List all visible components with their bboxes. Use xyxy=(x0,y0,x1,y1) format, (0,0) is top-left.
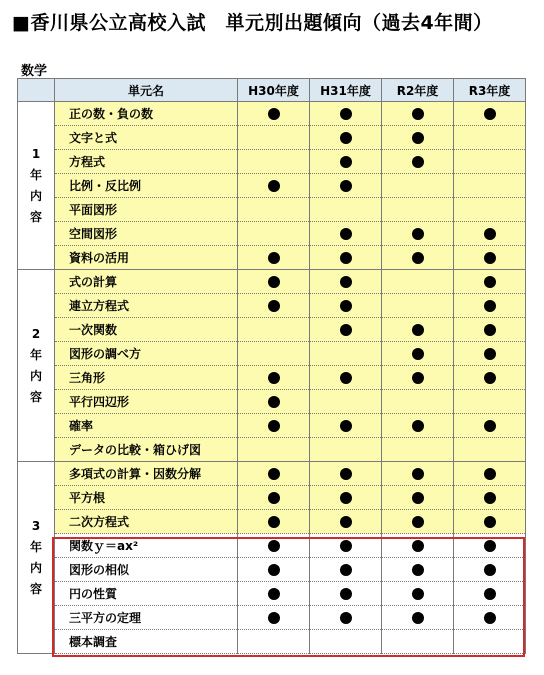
dot-icon xyxy=(268,492,280,504)
dot-icon xyxy=(340,516,352,528)
dot-icon xyxy=(340,252,352,264)
grade-label-char: 容 xyxy=(29,581,42,596)
topic-cell: 空間図形 xyxy=(55,222,238,246)
dot-icon xyxy=(268,420,280,432)
table-row xyxy=(18,630,526,654)
dot-icon xyxy=(412,468,424,480)
table-row xyxy=(18,462,526,486)
dot-icon xyxy=(268,276,280,288)
table-row xyxy=(18,582,526,606)
year-cell xyxy=(454,270,526,294)
table-row xyxy=(18,318,526,342)
year-cell xyxy=(382,150,454,174)
dot-icon xyxy=(412,324,424,336)
year-cell xyxy=(238,438,310,462)
year-cell xyxy=(238,582,310,606)
year-cell xyxy=(238,414,310,438)
dot-icon xyxy=(340,420,352,432)
dot-icon xyxy=(340,228,352,240)
grade-label-char: 内 xyxy=(29,368,42,383)
year-cell xyxy=(382,414,454,438)
year-cell xyxy=(382,174,454,198)
year-cell xyxy=(454,390,526,414)
dot-icon xyxy=(484,564,496,576)
table-row xyxy=(18,270,526,294)
topic-cell: 式の計算 xyxy=(55,270,238,294)
year-cell xyxy=(454,126,526,150)
dot-icon xyxy=(268,372,280,384)
year-cell xyxy=(238,630,310,654)
table-row xyxy=(18,510,526,534)
year-cell xyxy=(382,486,454,510)
year-cell xyxy=(310,342,382,366)
grade-label xyxy=(18,270,55,462)
year-cell xyxy=(454,582,526,606)
year-cell xyxy=(310,438,382,462)
year-cell xyxy=(310,534,382,558)
dot-icon xyxy=(412,108,424,120)
year-cell xyxy=(382,534,454,558)
year-cell xyxy=(382,390,454,414)
year-cell xyxy=(238,342,310,366)
year-cell xyxy=(310,390,382,414)
table-row xyxy=(18,102,526,126)
year-cell xyxy=(382,342,454,366)
year-cell xyxy=(310,294,382,318)
year-cell xyxy=(310,630,382,654)
year-cell xyxy=(454,606,526,630)
year-cell xyxy=(238,486,310,510)
header-unit-name: 単元名 xyxy=(55,79,238,102)
grade-label-char: 年 xyxy=(29,167,42,182)
dot-icon xyxy=(268,468,280,480)
year-cell xyxy=(238,390,310,414)
table-row xyxy=(18,342,526,366)
topic-cell: 三平方の定理 xyxy=(55,606,238,630)
dot-icon xyxy=(268,516,280,528)
header-h30: H30年度 xyxy=(238,79,310,102)
dot-icon xyxy=(484,420,496,432)
dot-icon xyxy=(268,564,280,576)
dot-icon xyxy=(412,516,424,528)
year-cell xyxy=(238,102,310,126)
year-cell xyxy=(454,294,526,318)
topic-cell: 連立方程式 xyxy=(55,294,238,318)
table-row xyxy=(18,534,526,558)
topic-cell: 正の数・負の数 xyxy=(55,102,238,126)
year-cell xyxy=(238,606,310,630)
grade-label-char: 内 xyxy=(29,560,42,575)
header-corner xyxy=(18,79,55,102)
year-cell xyxy=(238,126,310,150)
year-cell xyxy=(310,582,382,606)
table-row xyxy=(18,558,526,582)
dot-icon xyxy=(484,300,496,312)
topic-cell: 多項式の計算・因数分解 xyxy=(55,462,238,486)
dot-icon xyxy=(340,276,352,288)
year-cell xyxy=(454,438,526,462)
year-cell xyxy=(382,366,454,390)
dot-icon xyxy=(340,156,352,168)
year-cell xyxy=(454,534,526,558)
dot-icon xyxy=(340,180,352,192)
table-row xyxy=(18,222,526,246)
header-h31: H31年度 xyxy=(310,79,382,102)
year-cell xyxy=(238,462,310,486)
dot-icon xyxy=(340,540,352,552)
dot-icon xyxy=(484,492,496,504)
dot-icon xyxy=(484,252,496,264)
dot-icon xyxy=(268,588,280,600)
year-cell xyxy=(310,126,382,150)
topic-cell: 三角形 xyxy=(55,366,238,390)
dot-icon xyxy=(484,612,496,624)
year-cell xyxy=(238,366,310,390)
grade-label xyxy=(18,462,55,654)
dot-icon xyxy=(484,348,496,360)
year-cell xyxy=(310,366,382,390)
topic-cell: 資料の活用 xyxy=(55,246,238,270)
year-cell xyxy=(382,558,454,582)
year-cell xyxy=(310,102,382,126)
dot-icon xyxy=(340,324,352,336)
grade-label-char: 2 xyxy=(31,326,41,341)
year-cell xyxy=(382,270,454,294)
header-r3: R3年度 xyxy=(454,79,526,102)
table-row xyxy=(18,126,526,150)
table-row xyxy=(18,414,526,438)
year-cell xyxy=(382,606,454,630)
topic-cell: 図形の調べ方 xyxy=(55,342,238,366)
year-cell xyxy=(454,246,526,270)
year-cell xyxy=(382,462,454,486)
year-cell xyxy=(310,606,382,630)
dot-icon xyxy=(412,564,424,576)
dot-icon xyxy=(340,132,352,144)
topic-cell: 平行四辺形 xyxy=(55,390,238,414)
year-cell xyxy=(382,198,454,222)
dot-icon xyxy=(484,372,496,384)
year-cell xyxy=(238,174,310,198)
year-cell xyxy=(454,510,526,534)
table-row xyxy=(18,294,526,318)
topic-cell: 一次関数 xyxy=(55,318,238,342)
grade-label xyxy=(18,102,55,270)
year-cell xyxy=(238,318,310,342)
dot-icon xyxy=(412,372,424,384)
year-cell xyxy=(382,222,454,246)
dot-icon xyxy=(340,300,352,312)
year-cell xyxy=(310,510,382,534)
topic-cell: 文字と式 xyxy=(55,126,238,150)
topic-cell: 二次方程式 xyxy=(55,510,238,534)
table-body xyxy=(18,102,526,654)
header-row xyxy=(18,79,526,102)
grade-label-char: 3 xyxy=(31,518,41,533)
topic-cell: 方程式 xyxy=(55,150,238,174)
table-row xyxy=(18,438,526,462)
topic-cell: 円の性質 xyxy=(55,582,238,606)
dot-icon xyxy=(484,588,496,600)
dot-icon xyxy=(412,588,424,600)
dot-icon xyxy=(484,468,496,480)
year-cell xyxy=(382,438,454,462)
table-row xyxy=(18,198,526,222)
year-cell xyxy=(238,150,310,174)
year-cell xyxy=(238,270,310,294)
page-title: ■香川県公立高校入試 単元別出題傾向（過去4年間） xyxy=(12,12,493,34)
year-cell xyxy=(238,246,310,270)
subject-label: 数学 xyxy=(21,64,48,79)
dot-icon xyxy=(484,540,496,552)
grade-label-char: 容 xyxy=(29,209,42,224)
dot-icon xyxy=(412,492,424,504)
year-cell xyxy=(310,150,382,174)
dot-icon xyxy=(340,108,352,120)
year-cell xyxy=(454,486,526,510)
dot-icon xyxy=(484,324,496,336)
year-cell xyxy=(454,102,526,126)
dot-icon xyxy=(412,540,424,552)
year-cell xyxy=(382,630,454,654)
year-cell xyxy=(382,510,454,534)
dot-icon xyxy=(484,108,496,120)
grade-label-char: 内 xyxy=(29,188,42,203)
grade-label-char: 1 xyxy=(31,146,41,161)
dot-icon xyxy=(412,252,424,264)
dot-icon xyxy=(268,612,280,624)
year-cell xyxy=(310,174,382,198)
year-cell xyxy=(454,558,526,582)
dot-icon xyxy=(268,540,280,552)
dot-icon xyxy=(340,588,352,600)
topic-cell: 図形の相似 xyxy=(55,558,238,582)
year-cell xyxy=(238,294,310,318)
table-row xyxy=(18,246,526,270)
year-cell xyxy=(454,150,526,174)
year-cell xyxy=(454,462,526,486)
year-cell xyxy=(238,558,310,582)
year-cell xyxy=(238,198,310,222)
table-row xyxy=(18,606,526,630)
year-cell xyxy=(382,246,454,270)
year-cell xyxy=(310,318,382,342)
year-cell xyxy=(382,318,454,342)
dot-icon xyxy=(340,612,352,624)
dot-icon xyxy=(340,492,352,504)
topic-cell: 確率 xyxy=(55,414,238,438)
dot-icon xyxy=(412,348,424,360)
grade-label-char: 容 xyxy=(29,389,42,404)
table-row xyxy=(18,486,526,510)
trend-table-wrapper xyxy=(17,78,525,654)
year-cell xyxy=(454,198,526,222)
year-cell xyxy=(310,414,382,438)
year-cell xyxy=(382,102,454,126)
grade-label-char: 年 xyxy=(29,347,42,362)
year-cell xyxy=(310,486,382,510)
grade-label-char: 年 xyxy=(29,539,42,554)
topic-cell: データの比較・箱ひげ図 xyxy=(55,438,238,462)
topic-cell: 平方根 xyxy=(55,486,238,510)
year-cell xyxy=(454,366,526,390)
year-cell xyxy=(238,534,310,558)
topic-cell: 比例・反比例 xyxy=(55,174,238,198)
year-cell xyxy=(454,630,526,654)
year-cell xyxy=(454,174,526,198)
dot-icon xyxy=(412,420,424,432)
dot-icon xyxy=(268,108,280,120)
dot-icon xyxy=(484,276,496,288)
dot-icon xyxy=(340,468,352,480)
year-cell xyxy=(454,222,526,246)
table-row xyxy=(18,366,526,390)
year-cell xyxy=(238,510,310,534)
dot-icon xyxy=(340,564,352,576)
year-cell xyxy=(454,414,526,438)
table-row xyxy=(18,390,526,414)
year-cell xyxy=(310,558,382,582)
topic-cell: 平面図形 xyxy=(55,198,238,222)
year-cell xyxy=(382,126,454,150)
dot-icon xyxy=(340,372,352,384)
year-cell xyxy=(382,582,454,606)
year-cell xyxy=(454,342,526,366)
topic-cell: 標本調査 xyxy=(55,630,238,654)
year-cell xyxy=(382,294,454,318)
dot-icon xyxy=(268,300,280,312)
year-cell xyxy=(310,270,382,294)
year-cell xyxy=(454,318,526,342)
dot-icon xyxy=(412,228,424,240)
dot-icon xyxy=(268,252,280,264)
table-row xyxy=(18,174,526,198)
dot-icon xyxy=(412,156,424,168)
dot-icon xyxy=(412,132,424,144)
year-cell xyxy=(310,246,382,270)
dot-icon xyxy=(268,180,280,192)
dot-icon xyxy=(268,396,280,408)
dot-icon xyxy=(484,228,496,240)
dot-icon xyxy=(412,612,424,624)
topic-cell: 関数ｙ＝ax² xyxy=(55,534,238,558)
table-row xyxy=(18,150,526,174)
year-cell xyxy=(310,462,382,486)
year-cell xyxy=(310,198,382,222)
year-cell xyxy=(238,222,310,246)
header-r2: R2年度 xyxy=(382,79,454,102)
dot-icon xyxy=(484,516,496,528)
year-cell xyxy=(310,222,382,246)
trend-table xyxy=(17,78,526,654)
